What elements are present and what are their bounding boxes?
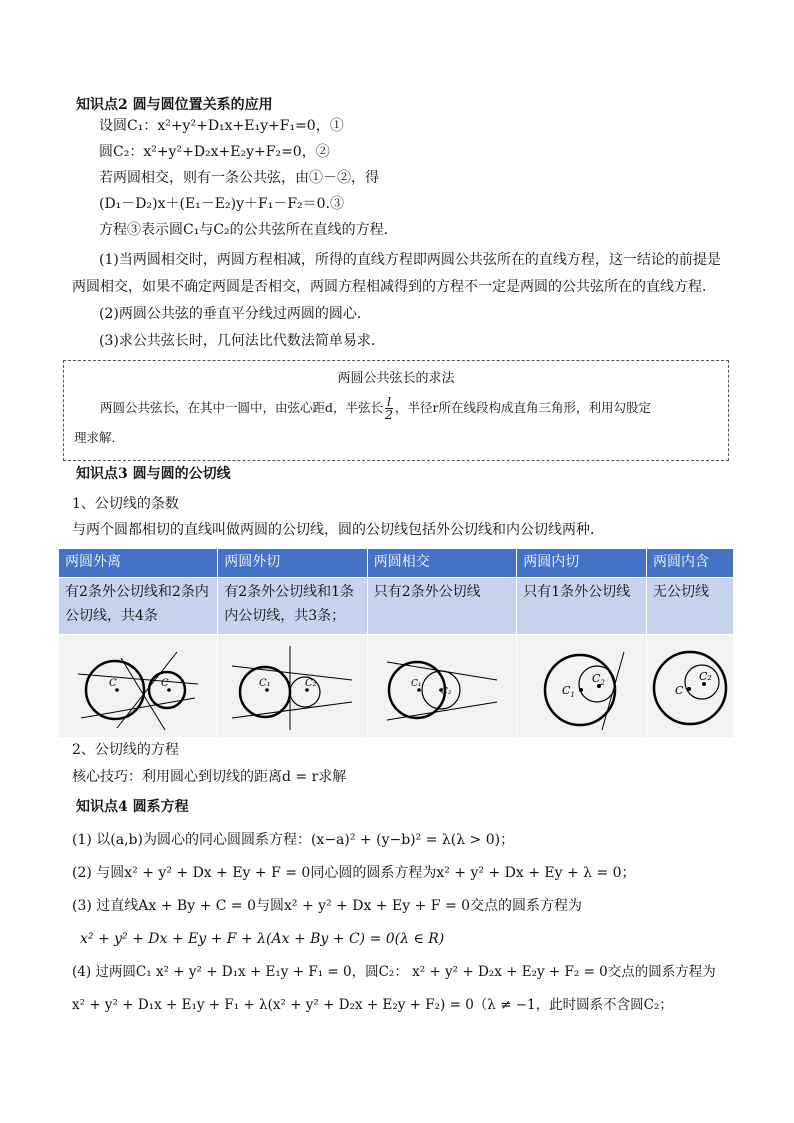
count-cell: 有2条外公切线和2条内公切线，共4条 [59, 578, 218, 635]
kp2-note1b: 两圆相交，如果不确定两圆是否相交，两圆方程相减得到的方程不一定是两圆的公共弦所在的直线方程． [72, 279, 716, 295]
box-title: 两圆公共弦长的求法 [337, 371, 455, 386]
label-c: C [161, 678, 169, 689]
label-c2: C₂ [698, 670, 712, 683]
kp2-note3: (3)求公共弦长时，几何法比代数法简单易求． [99, 333, 385, 349]
tangent-figure-row [59, 635, 734, 738]
kp2-note2: (2)两圆公共弦的垂直平分线过两圆的圆心． [99, 306, 371, 322]
count-cell: 只有2条外公切线 [367, 578, 517, 635]
figure-internal-tangent-circles [522, 640, 642, 732]
svg-text:C1: $C_1$ [561, 684, 575, 699]
tangent-table-header [59, 549, 734, 578]
label-c2: C₂ [305, 678, 318, 689]
kp4-eq1: (1) 以(a,b)为圆心的同心圆圆系方程：(x−a)² + (y−b)² = λ(λ > 0)； [72, 832, 515, 848]
kp3-title: 知识点3 圆与圆的公切线 [76, 466, 231, 482]
figure-contained-circles [647, 640, 733, 732]
kp4-eq3: (3) 过直线Ax + By + C = 0与圆x² + y² + Dx + Ey + F = 0交点的圆系方程为 [72, 898, 583, 914]
kp2-eq3: (D₁－D₂)x＋(E₁－E₂)y＋F₁－F₂＝0.③ [99, 196, 344, 212]
box-text [74, 393, 718, 453]
kp2-eq1: 设圆C₁：x²+y²+D₁x+E₁y+F₁=0，① [99, 118, 344, 134]
label-c: C [109, 678, 117, 689]
box-text-part2: ，半径r所在线段构成直角三角形，利用勾股定 [394, 400, 651, 415]
chord-length-box [63, 360, 729, 461]
count-cell: 有2条外公切线和1条内公切线，共3条； [218, 578, 368, 635]
kp2-note1a: (1)当两圆相交时，两圆方程相减，所得的直线方程即两圆公共弦所在的直线方程，这一结论的前提是 [99, 252, 721, 268]
figure-cell-external [218, 635, 368, 738]
kp4-eq3b: x² + y² + Dx + Ey + F + λ(Ax + By + C) = 0(λ ∈ R) [80, 931, 445, 947]
kp2-text3: 若两圆相交，则有一条公共弦，由①－②，得 [99, 170, 379, 186]
header-cell-separate: 两圆外离 [59, 549, 218, 578]
header-cell-contain: 两圆内含 [646, 549, 733, 578]
fraction-denominator: 2 [385, 407, 393, 422]
tangent-table [58, 548, 734, 738]
label-c: C [674, 684, 684, 697]
label-c2: C₂ [440, 687, 452, 697]
kp4-eq4: (4) 过两圆C₁ x² + y² + D₁x + E₁y + F₁ = 0，圆C₂： x² + y² + D₂x + E₂y + F₂ = 0交点的圆系方程为 [72, 964, 716, 980]
fraction-numerator: l [386, 394, 391, 409]
kp2-eq2: 圆C₂：x²+y²+D₂x+E₂y+F₂=0，② [99, 144, 330, 160]
svg-text:C2: $C_2$ [591, 672, 605, 687]
box-text-part1: 两圆公共弦长，在其中一圆中，由弦心距d，半弦长 [100, 400, 384, 415]
kp3-sub1: 1、公切线的条数 [72, 496, 179, 512]
label-c1: C₁ [259, 678, 272, 689]
kp2-title: 知识点2 圆与圆位置关系的应用 [76, 97, 273, 113]
tangent-table-row [59, 578, 734, 635]
header-cell-external: 两圆外切 [218, 549, 368, 578]
figure-cell-internal [517, 635, 647, 738]
figure-cell-intersect [367, 635, 517, 738]
header-cell-internal: 两圆内切 [517, 549, 647, 578]
kp3-tip: 核心技巧：利用圆心到切线的距离d = r求解 [72, 769, 347, 785]
kp4-title: 知识点4 圆系方程 [76, 799, 189, 815]
box-text-part3: 理求解． [74, 430, 125, 445]
figure-separate-circles [73, 640, 203, 732]
header-cell-intersect: 两圆相交 [367, 549, 517, 578]
kp2-text5: 方程③表示圆C₁与C₂的公共弦所在直线的方程． [99, 222, 398, 238]
count-cell: 只有1条外公切线 [517, 578, 647, 635]
count-cell: 无公切线 [646, 578, 733, 635]
label-c1: C₁ [410, 679, 422, 689]
kp4-eq2: (2) 与圆x² + y² + Dx + Ey + F = 0同心圆的圆系方程为x² + y² + Dx + Ey + λ = 0； [72, 865, 636, 881]
figure-intersecting-circles [377, 640, 507, 732]
figure-cell-contain [646, 635, 733, 738]
kp3-intro: 与两个圆都相切的直线叫做两圆的公切线，圆的公切线包括外公切线和内公切线两种． [72, 522, 604, 538]
figure-cell-separate [59, 635, 218, 738]
half-chord-fraction [385, 396, 393, 421]
kp3-sub2: 2、公切线的方程 [72, 742, 179, 758]
figure-external-tangent-circles [227, 640, 357, 732]
kp4-eq4b: x² + y² + D₁x + E₁y + F₁ + λ(x² + y² + D₂x + E₂y + F₂) = 0（λ ≠ −1，此时圆系不含圆C₂； [72, 997, 673, 1013]
